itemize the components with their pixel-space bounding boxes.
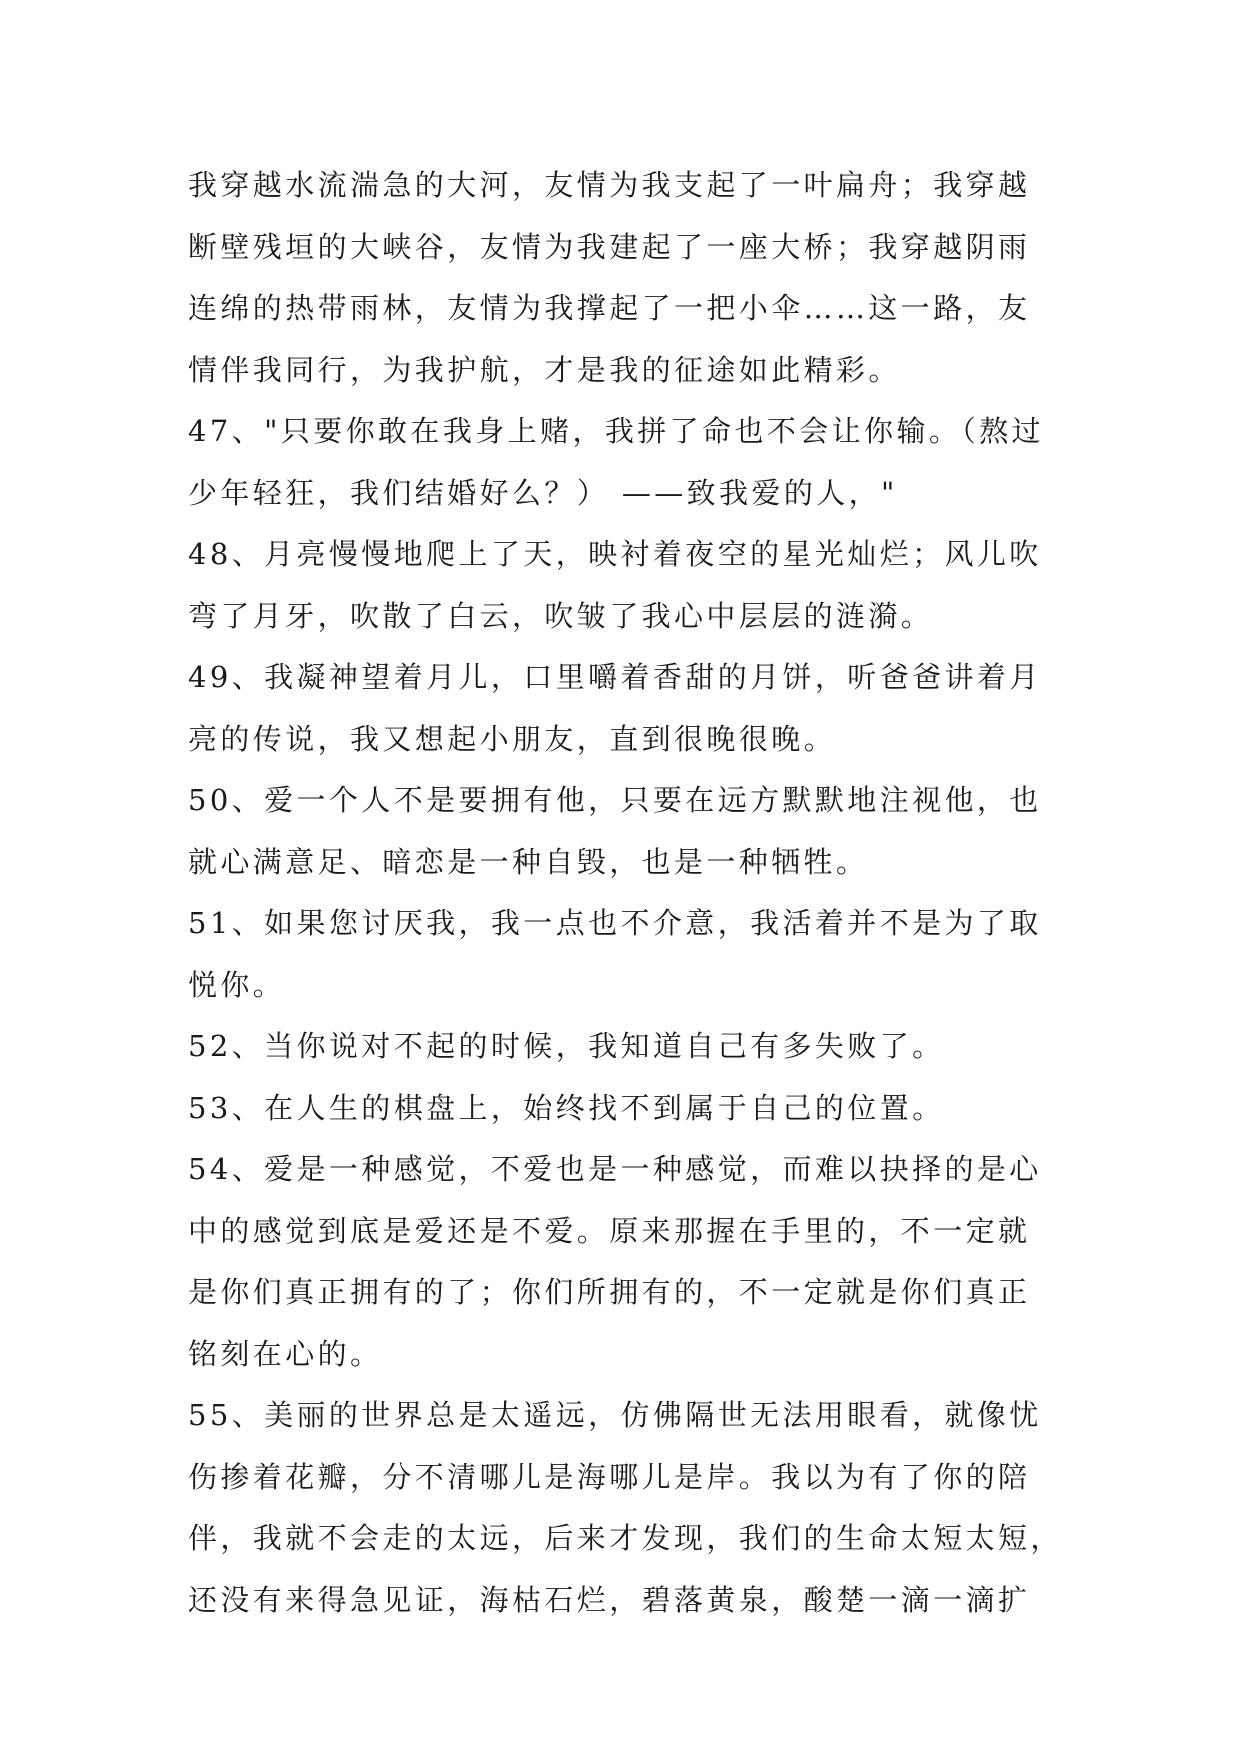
text-line: 54、爱是一种感觉，不爱也是一种感觉，而难以抉择的是心 [188,1152,1042,1186]
text-line: 52、当你说对不起的时候，我知道自己有多失败了。 [188,1029,945,1063]
text-line: 弯了月牙，吹散了白云，吹皱了我心中层层的涟漪。 [188,598,934,633]
document-body [188,155,1068,1631]
text-line: 就心满意足、暗恋是一种自毁，也是一种牺牲。 [188,844,869,879]
text-line: 中的感觉到底是爱还是不爱。原来那握在手里的，不一定就 [188,1213,1031,1248]
text-line: 55、美丽的世界总是太遥远，仿佛隔世无法用眼看，就像忧 [188,1398,1042,1432]
text-line: 断壁残垣的大峡谷，友情为我建起了一座大桥；我穿越阴雨 [188,229,1031,264]
text-line: 铭刻在心的。 [188,1336,383,1371]
text-line: 伴，我就不会走的太远，后来才发现，我们的生命太短太短， [188,1521,1063,1555]
text-line: 50、爱一个人不是要拥有他，只要在远方默默地注视他，也 [188,783,1042,817]
text-line: 少年轻狂，我们结婚好么？） ——致我爱的人，" [188,475,898,510]
text-line: 47、"只要你敢在我身上赌，我拼了命也不会让你输。（熬过 [188,414,1044,448]
text-line: 51、如果您讨厌我，我一点也不介意，我活着并不是为了取 [188,906,1042,940]
text-line: 悦你。 [188,967,286,1002]
text-line: 还没有来得急见证，海枯石烂，碧落黄泉，酸楚一滴一滴扩 [188,1582,1031,1617]
text-line: 伤掺着花瓣，分不清哪儿是海哪儿是岸。我以为有了你的陪 [188,1459,1031,1494]
text-line: 是你们真正拥有的了；你们所拥有的，不一定就是你们真正 [188,1275,1031,1309]
text-line: 我穿越水流湍急的大河，友情为我支起了一叶扁舟；我穿越 [188,168,1031,202]
text-line: 连绵的热带雨林，友情为我撑起了一把小伞……这一路，友 [188,291,1031,325]
text-line: 53、在人生的棋盘上，始终找不到属于自己的位置。 [188,1090,945,1125]
text-line: 49、我凝神望着月儿，口里嚼着香甜的月饼，听爸爸讲着月 [188,660,1042,694]
text-line: 亮的传说，我又想起小朋友，直到很晚很晚。 [188,721,837,756]
text-line: 48、月亮慢慢地爬上了天，映衬着夜空的星光灿烂；风儿吹 [188,537,1042,571]
text-line: 情伴我同行，为我护航，才是我的征途如此精彩。 [188,352,901,387]
